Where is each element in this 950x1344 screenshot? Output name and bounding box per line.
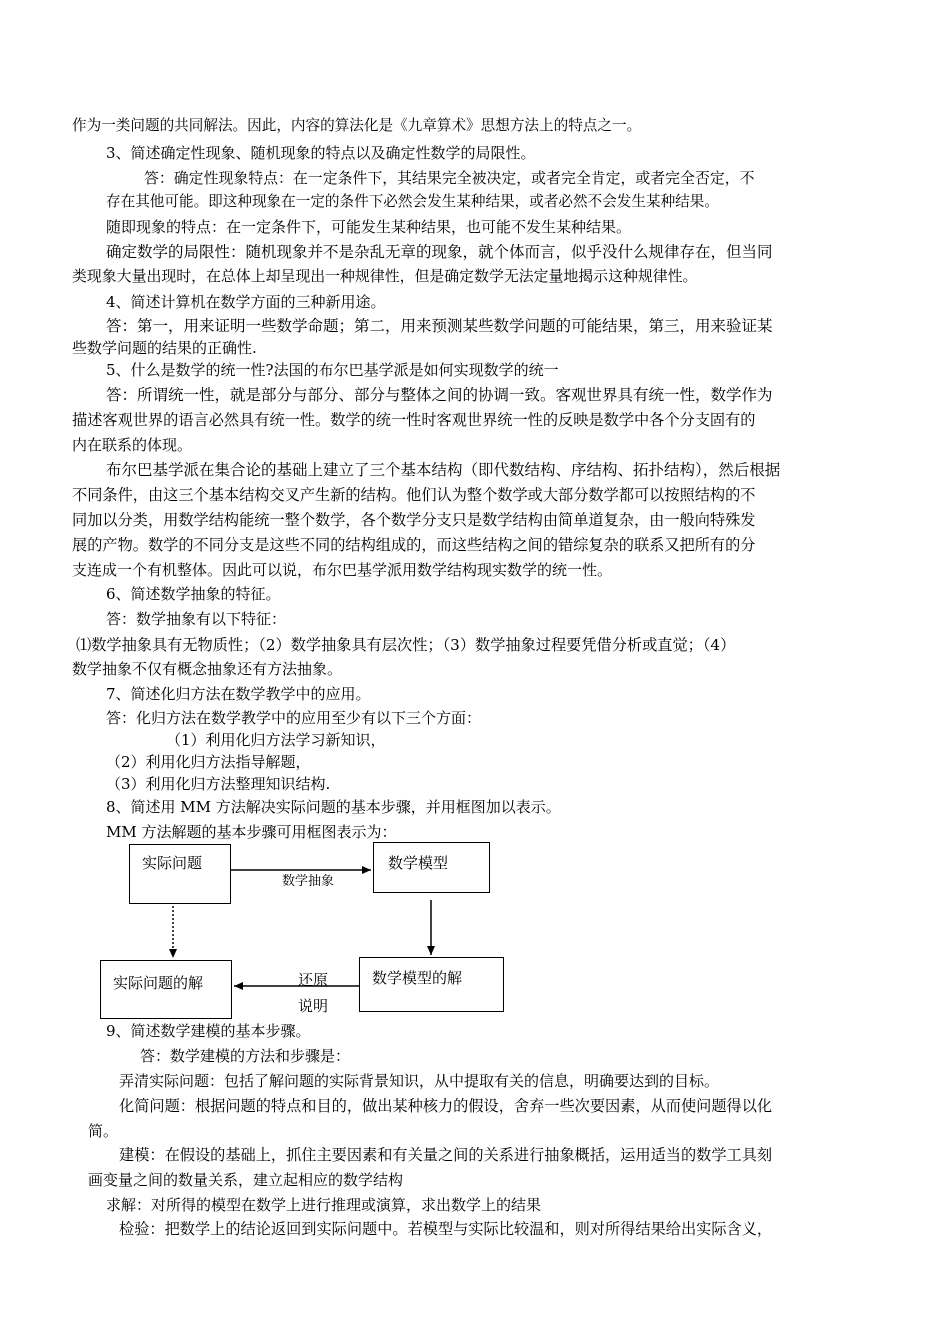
box-real-problem-label: 实际问题 [142,854,203,872]
text-line: 布尔巴基学派在集合论的基础上建立了三个基本结构（即代数结构、序结构、拓扑结构），然后根据 [106,461,781,479]
text-line: 内在联系的体现。 [72,436,193,454]
text-line: MM 方法解题的基本步骤可用框图表示为： [106,823,397,841]
text-line: 随即现象的特点：在一定条件下，可能发生某种结果，也可能不发生某种结果。 [106,218,632,236]
label-abstraction: 数学抽象 [282,874,335,889]
answer-line: 答：第一，用来证明一些数学命题；第二，用来预测某些数学问题的可能结果，第三，用来验证某 [106,317,773,335]
text-line: 描述客观世界的语言必然具有统一性。数学的统一性时客观世界统一性的反映是数学中各个分支固有的 [72,411,756,429]
answer-line: 答：数学抽象有以下特征： [106,610,287,628]
text-line: 化简问题：根据问题的特点和目的，做出某种核力的假设，舍弃一些次要因素，从而使问题得以化 [119,1097,773,1115]
answer-line: 答：数学建模的方法和步骤是： [140,1047,351,1065]
text-line: 画变量之间的数量关系，建立起相应的数学结构 [88,1171,404,1189]
label-restore: 还原 [298,971,329,989]
box-math-model-label: 数学模型 [388,854,449,872]
text-line: 类现象大量出现时，在总体上却呈现出一种规律性，但是确定数学无法定量地揭示这种规律性。 [72,267,698,285]
box-model-solution-label: 数学模型的解 [372,969,463,987]
text-line: 不同条件，由这三个基本结构交叉产生新的结构。他们认为整个数学或大部分数学都可以按照结构的不 [72,486,756,504]
text-line: 确定数学的局限性：随机现象并不是杂乱无章的现象，就个体而言，似乎没什么规律存在，但当同 [106,243,773,261]
answer-line: 答：所谓统一性，就是部分与部分、部分与整体之间的协调一致。客观世界具有统一性，数学作为 [106,386,773,404]
text-line: ⑴数学抽象具有无物质性；（2）数学抽象具有层次性；（3）数学抽象过程要凭借分析或直觉；（4） [76,636,736,654]
question-heading: 8、简述用 MM 方法解决实际问题的基本步骤，并用框图加以表示。 [106,798,561,816]
text-line: 作为一类问题的共同解法。因此，内容的算法化是《九章算术》思想方法上的特点之一。 [72,117,642,134]
question-heading: 9、简述数学建模的基本步骤。 [106,1022,311,1040]
list-item: （2）利用化归方法指导解题， [106,753,311,771]
label-explain: 说明 [298,997,329,1015]
question-heading: 6、简述数学抽象的特征。 [106,585,281,603]
question-heading: 4、简述计算机在数学方面的三种新用途。 [106,293,386,311]
text-line: 同加以分类，用数学结构能统一整个数学，各个数学分支只是数学结构由简单道复杂，由一般向特殊发 [72,511,756,529]
text-line: 简。 [88,1122,119,1140]
question-heading: 7、简述化归方法在数学教学中的应用。 [106,685,371,703]
answer-line: 答：确定性现象特点：在一定条件下，其结果完全被决定，或者完全肯定，或者完全否定，不 [144,169,755,187]
text-line: 数学抽象不仅有概念抽象还有方法抽象。 [72,660,343,678]
text-line: 弄清实际问题：包括了解问题的实际背景知识，从中提取有关的信息，明确要达到的目标。 [119,1072,720,1090]
box-real-solution-label: 实际问题的解 [113,974,204,992]
text-line: 展的产物。数学的不同分支是这些不同的结构组成的，而这些结构之间的错综复杂的联系又把所有的分 [72,536,756,554]
answer-line: 答：化归方法在数学教学中的应用至少有以下三个方面： [106,709,482,727]
list-item: （1）利用化归方法学习新知识， [166,731,386,749]
text-line: 些数学问题的结果的正确性. [72,339,257,357]
text-line: 建模：在假设的基础上，抓住主要因素和有关量之间的关系进行抽象概括，运用适当的数学工具刻 [119,1146,773,1164]
question-heading: 3、简述确定性现象、随机现象的特点以及确定性数学的局限性。 [106,144,536,162]
list-item: （3）利用化归方法整理知识结构. [106,775,331,793]
question-heading: 5、什么是数学的统一性?法国的布尔巴基学派是如何实现数学的统一 [106,361,559,379]
text-line: 支连成一个有机整体。因此可以说，布尔巴基学派用数学结构现实数学的统一性。 [72,561,613,579]
text-line: 存在其他可能。即这种现象在一定的条件下必然会发生某种结果，或者必然不会发生某种结果。 [106,193,719,210]
text-line: 检验：把数学上的结论返回到实际问题中。若模型与实际比较温和，则对所得结果给出实际含义， [119,1220,773,1238]
text-line: 求解：对所得的模型在数学上进行推理或演算，求出数学上的结果 [106,1196,542,1214]
